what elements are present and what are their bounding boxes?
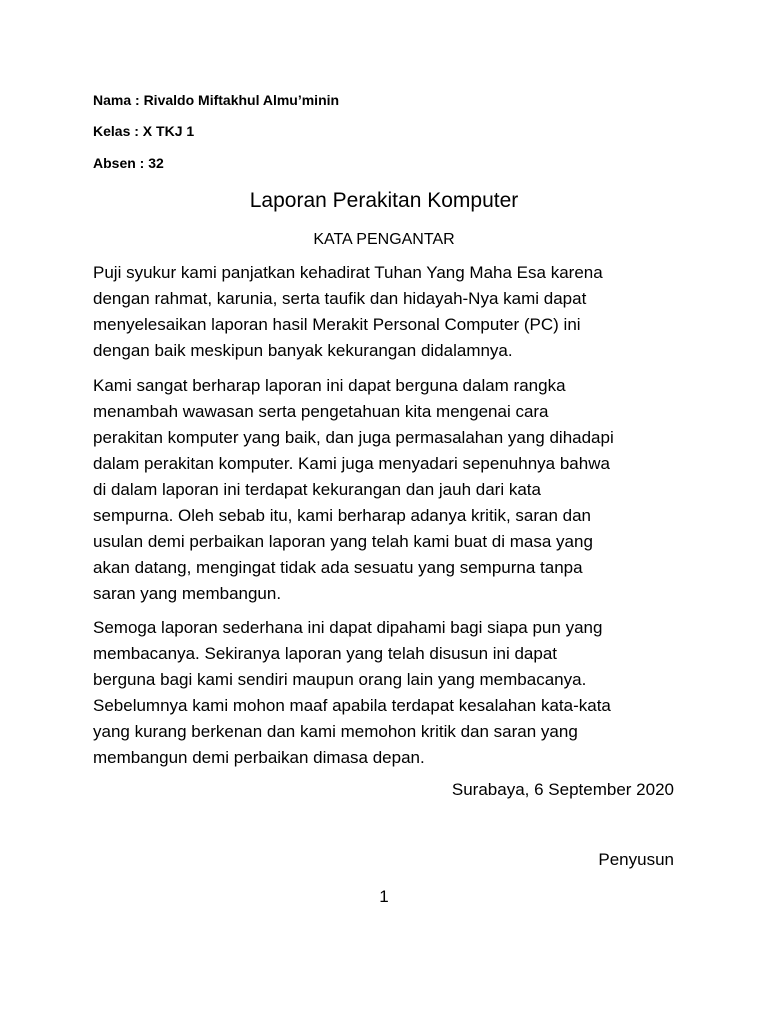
- paragraph-line: berguna bagi kami sendiri maupun orang lain yang membacanya.: [93, 670, 587, 689]
- paragraph-line: Kami sangat berharap laporan ini dapat berguna dalam rangka: [93, 376, 566, 395]
- paragraph-line: di dalam laporan ini terdapat kekurangan dan jauh dari kata: [93, 480, 541, 499]
- paragraph-line: Semoga laporan sederhana ini dapat dipahami bagi siapa pun yang: [93, 618, 603, 637]
- paragraph-line: yang kurang berkenan dan kami memohon kritik dan saran yang: [93, 722, 578, 741]
- student-name-line: Nama : Rivaldo Miftakhul Almu’minin: [93, 92, 340, 108]
- student-absen-line: Absen : 32: [93, 155, 164, 171]
- paragraph-line: saran yang membangun.: [93, 584, 282, 603]
- paragraph-line: menambah wawasan serta pengetahuan kita mengenai cara: [93, 402, 549, 421]
- place-date: Surabaya, 6 September 2020: [451, 780, 674, 799]
- section-heading: KATA PENGANTAR: [313, 231, 455, 248]
- paragraph-line: sempurna. Oleh sebab itu, kami berharap adanya kritik, saran dan: [93, 506, 591, 525]
- paragraph-line: dalam perakitan komputer. Kami juga menyadari sepenuhnya bahwa: [93, 454, 610, 473]
- paragraph-line: Puji syukur kami panjatkan kehadirat Tuhan Yang Maha Esa karena: [93, 263, 603, 282]
- paragraph-line: perakitan komputer yang baik, dan juga permasalahan yang dihadapi: [93, 428, 614, 447]
- author-label: Penyusun: [598, 850, 674, 869]
- paragraph-line: usulan demi perbaikan laporan yang telah kami buat di masa yang: [93, 532, 593, 551]
- paragraph-line: membangun demi perbaikan dimasa depan.: [93, 748, 425, 767]
- paragraph-line: membacanya. Sekiranya laporan yang telah disusun ini dapat: [93, 644, 558, 663]
- paragraph-2: [93, 373, 693, 607]
- paragraph-line: dengan rahmat, karunia, serta taufik dan hidayah-Nya kami dapat: [93, 289, 587, 308]
- paragraph-line: Sebelumnya kami mohon maaf apabila terdapat kesalahan kata-kata: [93, 696, 611, 715]
- paragraph-line: menyelesaikan laporan hasil Merakit Personal Computer (PC) ini: [93, 315, 581, 334]
- paragraph-line: akan datang, mengingat tidak ada sesuatu yang sempurna tanpa: [93, 558, 583, 577]
- page-number: 1: [379, 887, 389, 906]
- paragraph-3: [93, 615, 693, 771]
- paragraph-line: dengan baik meskipun banyak kekurangan didalamnya.: [93, 341, 513, 360]
- report-title: Laporan Perakitan Komputer: [249, 189, 519, 212]
- paragraph-1: [93, 260, 693, 364]
- student-class-line: Kelas : X TKJ 1: [93, 123, 195, 139]
